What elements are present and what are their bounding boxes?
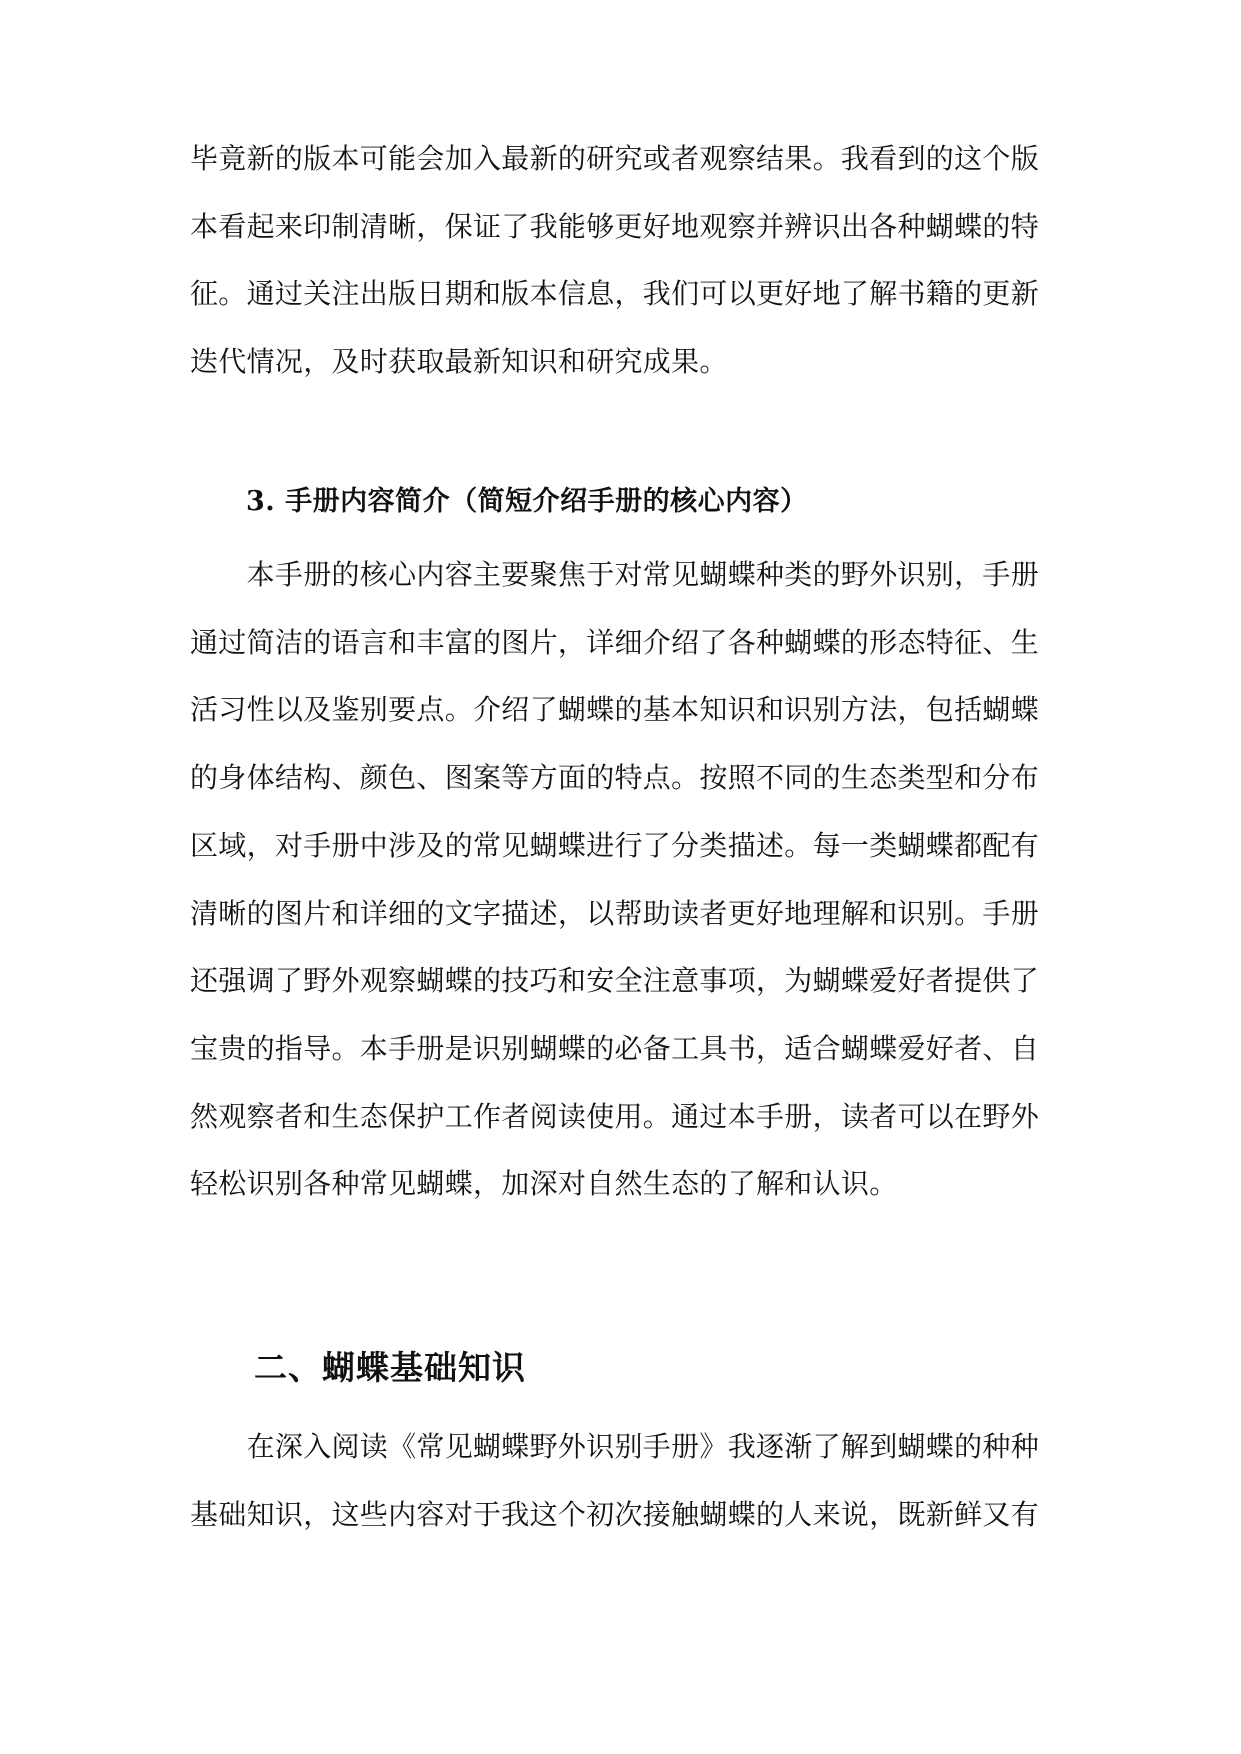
text-line: 本手册的核心内容主要聚焦于对常见蝴蝶种类的野外识别，手册	[190, 558, 1040, 591]
text-line: 宝贵的指导。本手册是识别蝴蝶的必备工具书，适合蝴蝶爱好者、自	[190, 1031, 1040, 1065]
text-line: 然观察者和生态保护工作者阅读使用。通过本手册，读者可以在野外	[190, 1099, 1040, 1133]
text-line: 本看起来印制清晰，保证了我能够更好地观察并辨识出各种蝴蝶的特	[190, 209, 1040, 243]
text-line: 迭代情况，及时获取最新知识和研究成果。	[190, 345, 728, 379]
section-heading-handbook-summary: 3. 手册内容简介（简短介绍手册的核心内容）	[246, 486, 808, 517]
text-line: 征。通过关注出版日期和版本信息，我们可以更好地了解书籍的更新	[190, 277, 1040, 311]
text-line: 通过简洁的语言和丰富的图片，详细介绍了各种蝴蝶的形态特征、生	[190, 625, 1040, 659]
text-line: 的身体结构、颜色、图案等方面的特点。按照不同的生态类型和分布	[190, 761, 1040, 795]
paragraph-butterfly-basics	[190, 1413, 1060, 1548]
paragraph-version-info	[190, 125, 1060, 396]
text-line: 在深入阅读《常见蝴蝶野外识别手册》我逐渐了解到蝴蝶的种种	[190, 1430, 1040, 1463]
text-line: 活习性以及鉴别要点。介绍了蝴蝶的基本知识和识别方法，包括蝴蝶	[190, 693, 1040, 727]
text-line: 清晰的图片和详细的文字描述，以帮助读者更好地理解和识别。手册	[190, 896, 1040, 930]
paragraph-handbook-summary	[190, 541, 1060, 1218]
chapter-heading-butterfly-basics: 二、蝴蝶基础知识	[254, 1348, 526, 1387]
text-line: 区域，对手册中涉及的常见蝴蝶进行了分类描述。每一类蝴蝶都配有	[190, 828, 1040, 862]
text-line: 还强调了野外观察蝴蝶的技巧和安全注意事项，为蝴蝶爱好者提供了	[190, 964, 1040, 998]
text-line: 轻松识别各种常见蝴蝶，加深对自然生态的了解和认识。	[190, 1167, 898, 1201]
text-line: 基础知识，这些内容对于我这个初次接触蝴蝶的人来说，既新鲜又有	[190, 1497, 1040, 1531]
text-line: 毕竟新的版本可能会加入最新的研究或者观察结果。我看到的这个版	[190, 142, 1040, 175]
